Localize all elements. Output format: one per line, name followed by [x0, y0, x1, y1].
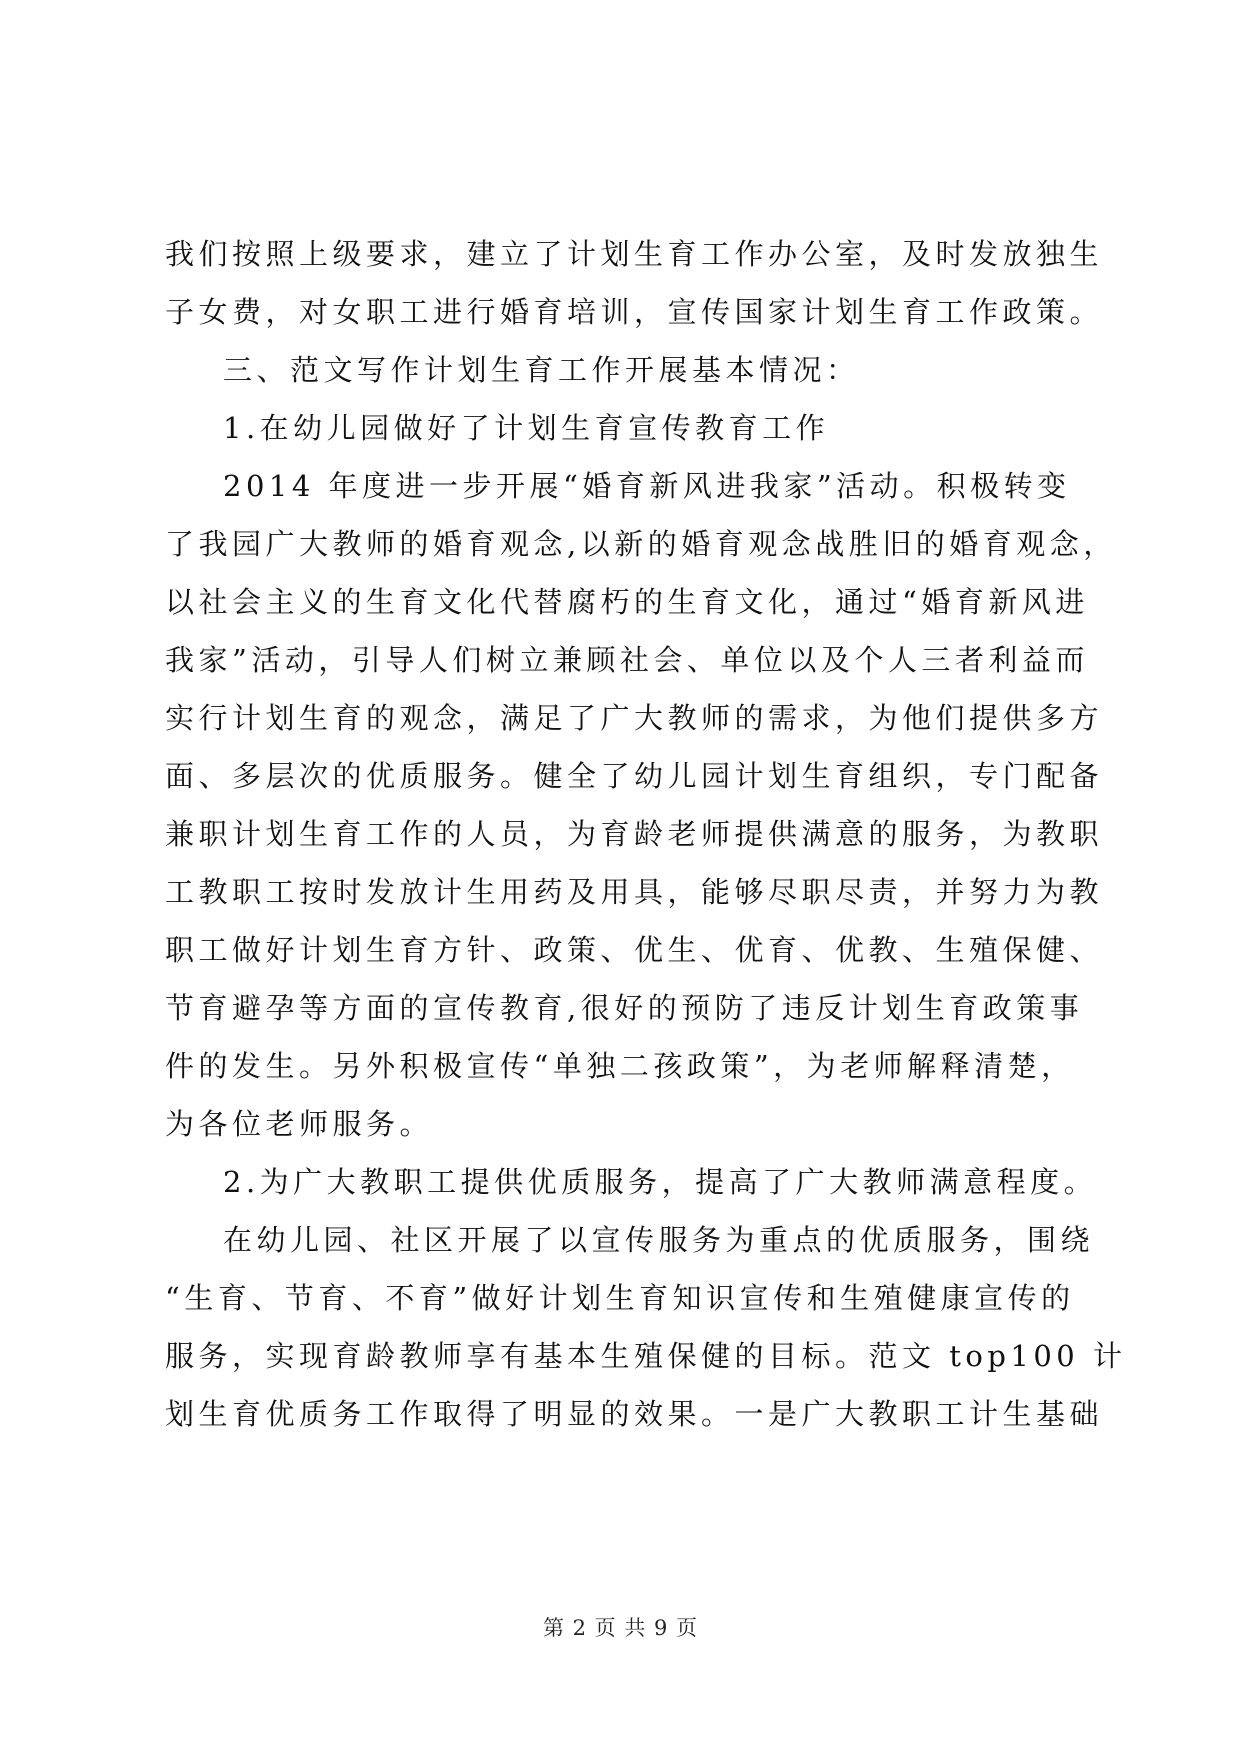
- subsection-heading: 1.在幼儿园做好了计划生育宣传教育工作: [223, 411, 830, 445]
- text-line: 划生育优质务工作取得了明显的效果。一是广大教职工计生基础: [165, 1397, 1104, 1431]
- text-line: 我们按照上级要求，建立了计划生育工作办公室，及时发放独生: [165, 237, 1104, 271]
- text-line: 子女费，对女职工进行婚育培训，宣传国家计划生育工作政策。: [165, 295, 1104, 329]
- body-text: [165, 225, 1127, 1443]
- text-line: 兼职计划生育工作的人员，为育龄老师提供满意的服务，为教职: [165, 817, 1104, 851]
- text-line: 在幼儿园、社区开展了以宣传服务为重点的优质服务，围绕: [223, 1223, 1095, 1257]
- text-line: 件的发生。另外积极宣传“单独二孩政策”，为老师解释清楚，: [165, 1049, 1075, 1083]
- text-line: 工教职工按时发放计生用药及用具，能够尽职尽责，并努力为教: [165, 875, 1104, 909]
- text-line: 2014 年度进一步开展“婚育新风进我家”活动。积极转变: [223, 469, 1071, 503]
- text-line: 我家”活动，引导人们树立兼顾社会、单位以及个人三者利益而: [165, 643, 1089, 677]
- text-line: “生育、节育、不育”做好计划生育知识宣传和生殖健康宣传的: [165, 1281, 1075, 1315]
- text-line: 为各位老师服务。: [165, 1107, 434, 1141]
- page-footer: [0, 1612, 1241, 1642]
- text-line: 节育避孕等方面的宣传教育,很好的预防了违反计划生育政策事: [165, 991, 1084, 1025]
- section-heading: 三、范文写作计划生育工作开展基本情况：: [223, 353, 860, 387]
- text-line: 职工做好计划生育方针、政策、优生、优育、优教、生殖保健、: [165, 933, 1104, 967]
- text-line: 以社会主义的生育文化代替腐朽的生育文化，通过“婚育新风进: [165, 585, 1089, 619]
- text-line: 了我园广大教师的婚育观念,以新的婚育观念战胜旧的婚育观念，: [165, 527, 1117, 561]
- page-number: 第 2 页 共 9 页: [542, 1616, 699, 1640]
- text-line: 实行计划生育的观念，满足了广大教师的需求，为他们提供多方: [165, 701, 1104, 735]
- text-line: 面、多层次的优质服务。健全了幼儿园计划生育组织，专门配备: [165, 759, 1104, 793]
- text-line: 服务，实现育龄教师享有基本生殖保健的目标。范文 top100 计: [165, 1339, 1127, 1373]
- subsection-heading: 2.为广大教职工提供优质服务，提高了广大教师满意程度。: [223, 1165, 1098, 1199]
